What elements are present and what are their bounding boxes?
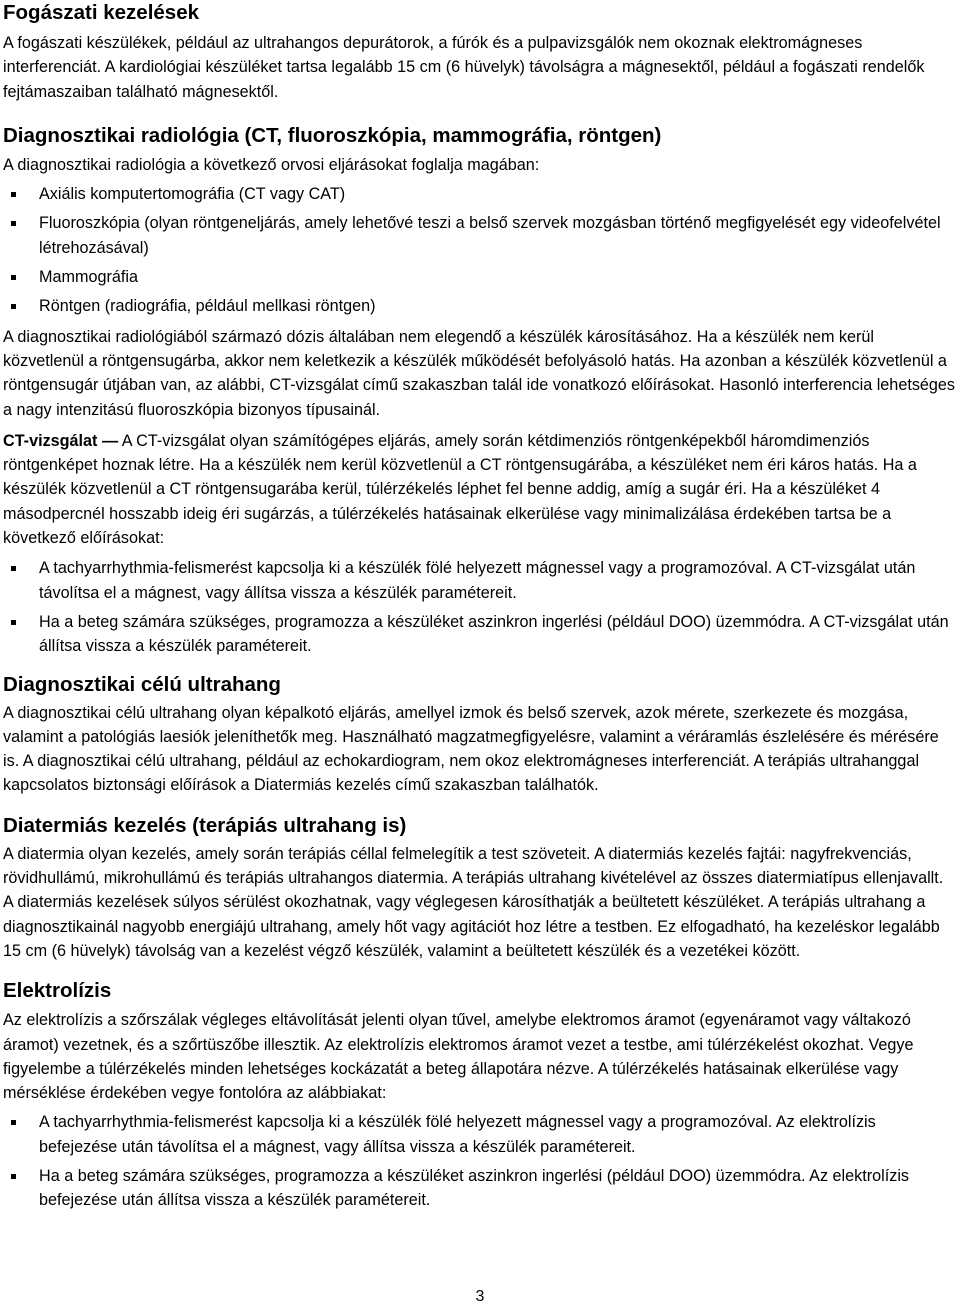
bullet-icon bbox=[11, 221, 16, 226]
list-item bbox=[3, 211, 955, 260]
list-item-text: Axiális komputertomográfia (CT vagy CAT) bbox=[39, 185, 346, 204]
list-item bbox=[3, 610, 955, 659]
ct-label: CT-vizsgálat — bbox=[3, 431, 119, 450]
bullet-icon bbox=[11, 1120, 16, 1125]
list-item-text: A tachyarrhythmia-felismerést kapcsolja ki a készülék fölé helyezett mágnessel vagy a programozóval. A CT-vizsgálat után távolítsa el a mágnest, vagy állítsa vissza a készülék paramétereit. bbox=[39, 559, 916, 602]
paragraph: A diagnosztikai radiológia a következő orvosi eljárásokat foglalja magában: bbox=[3, 155, 540, 174]
list-item bbox=[3, 182, 955, 206]
section-heading: Diagnosztikai radiológia (CT, fluoroszkópia, mammográfia, röntgen) bbox=[3, 123, 662, 147]
document-page bbox=[3, 0, 955, 1213]
ct-paragraph bbox=[3, 429, 955, 550]
list-item bbox=[3, 265, 955, 289]
paragraph: Az elektrolízis a szőrszálak végleges eltávolítását jelenti olyan tűvel, amelybe elektromos áramot (egyenáramot vagy váltakozó áramot) vezetnek, és a szőrtüszőbe illesztik. Az elektrolízis elektromos áramot vezet a testbe, ami túlérzékelést okozhat. Vegye figyelembe a túlérzékelés minden lehetséges kockázatát a beteg állapotára nézve. A túlérzékelés hatásainak elkerülése vagy mérséklése érdekében vegye fontolóra az alábbiakat: bbox=[3, 1011, 914, 1103]
bullet-icon bbox=[11, 192, 16, 197]
ct-text: A CT-vizsgálat olyan számítógépes eljárás, amely során kétdimenziós röntgenképekből háromdimenziós röntgenképet hoznak létre. Ha a készülék nem kerül közvetlenül a CT röntgensugárába, a készüléket nem éri káros hatás. Ha a készülék közvetlenül a CT röntgensugarába kerül, túlérzékelés léphet fel benne addig, amíg a sugár éri. Ha a készüléket 4 másodpercnél hosszabb ideig éri sugárzás, a túlérzékelés hatásainak elkerülése vagy minimalizálása érdekében tartsa be a következő előírásokat: bbox=[3, 431, 917, 548]
paragraph: A diagnosztikai célú ultrahang olyan képalkotó eljárás, amellyel izmok és belső szervek, azok mérete, szerkezete és mozgása, valamint a patológiás laesiók jeleníthetők meg. Használható magzatmegfigyelésre, valamint a véráramlás észlelésére és mérésére is. A diagnosztikai célú ultrahang, például az echokardiogram, nem okoz elektromágneses interferenciát. A terápiás ultrahanggal kapcsolatos biztonsági előírások a Diatermiás kezelés című szakaszban találhatók. bbox=[3, 703, 939, 795]
page-number: 3 bbox=[475, 1288, 485, 1305]
paragraph: A diatermia olyan kezelés, amely során terápiás céllal felmelegítik a test szöveteit. A diatermiás kezelés fajtái: nagyfrekvenciás, rövidhullámú, mikrohullámú és terápiás ultrahangos diatermia. A terápiás ultrahang kivételével az összes diatermiatípus ellenjavallt. A diatermiás kezelések súlyos sérülést okozhatnak, vagy véglegesen károsíthatják a beültetett készüléket. A terápiás ultrahang a diagnosztikainál nagyobb energiájú ultrahang, amely hőt vagy agitációt hoz létre a testben. Ez elfogadható, ha kezeléskor legalább 15 cm (6 hüvelyk) távolság van a kezelést végző készülék, valamint a beültetett készülék és a vezetékei között. bbox=[3, 844, 944, 960]
bullet-icon bbox=[11, 620, 16, 625]
section-dental bbox=[3, 0, 955, 104]
section-ultrasound bbox=[3, 673, 955, 798]
section-diathermy bbox=[3, 814, 955, 963]
bullet-icon bbox=[11, 275, 16, 280]
section-heading: Elektrolízis bbox=[3, 979, 112, 1003]
list-item-text: Fluoroszkópia (olyan röntgeneljárás, amely lehetővé teszi a belső szervek mozgásban történő megfigyelését egy videofelvétel létrehozásával) bbox=[39, 214, 941, 257]
list-item bbox=[3, 294, 955, 318]
section-heading: Fogászati kezelések bbox=[3, 1, 199, 24]
section-radiology bbox=[3, 124, 955, 659]
list-item-text: Ha a beteg számára szükséges, programozza a készüléket aszinkron ingerlési (például DOO) üzemmódra. A CT-vizsgálat után állítsa vissza a készülék paramétereit. bbox=[39, 612, 949, 656]
bullet-list bbox=[3, 556, 955, 658]
paragraph: A fogászati készülékek, például az ultrahangos depurátorok, a fúrók és a pulpavizsgálók nem okoznak elektromágneses interferenciát. A kardiológiai készüléket tartsa legalább 15 cm (6 hüvelyk) távolságra a mágnesektől, például a fogászati rendelők fejtámaszaiban található mágnesektől. bbox=[3, 34, 925, 101]
list-item-text: Röntgen (radiográfia, például mellkasi röntgen) bbox=[39, 297, 376, 316]
list-item-text: A tachyarrhythmia-felismerést kapcsolja ki a készülék fölé helyezett mágnessel vagy a programozóval. Az elektrolízis befejezése után távolítsa el a mágnest, vagy állítsa vissza a készülék paramétereit. bbox=[39, 1113, 876, 1156]
bullet-icon bbox=[11, 304, 16, 309]
bullet-list bbox=[3, 1110, 955, 1212]
section-heading: Diagnosztikai célú ultrahang bbox=[3, 672, 281, 696]
list-item-text: Ha a beteg számára szükséges, programozza a készüléket aszinkron ingerlési (például DOO) üzemmódra. Az elektrolízis befejezése után állítsa vissza a készülék paramétereit. bbox=[39, 1166, 910, 1210]
list-item-text: Mammográfia bbox=[39, 268, 138, 287]
bullet-icon bbox=[11, 1174, 16, 1179]
section-electrolysis bbox=[3, 979, 955, 1212]
list-item bbox=[3, 556, 955, 605]
bullet-list bbox=[3, 182, 955, 318]
section-heading: Diatermiás kezelés (terápiás ultrahang is) bbox=[3, 813, 407, 837]
bullet-icon bbox=[11, 566, 16, 571]
list-item bbox=[3, 1110, 955, 1159]
paragraph: A diagnosztikai radiológiából származó dózis általában nem elegendő a készülék károsításához. Ha a készülék nem kerül közvetlenül a röntgensugárba, akkor nem keletkezik a készülék működését befolyásoló hatás. Ha azonban a készülék közvetlenül a röntgensugár útjában van, az alábbi, CT-vizsgálat című szakaszban talál ide vonatkozó előírásokat. Hasonló interferencia lehetséges a nagy intenzitású fluoroszkópia bizonyos típusainál. bbox=[3, 327, 956, 419]
list-item bbox=[3, 1164, 955, 1213]
